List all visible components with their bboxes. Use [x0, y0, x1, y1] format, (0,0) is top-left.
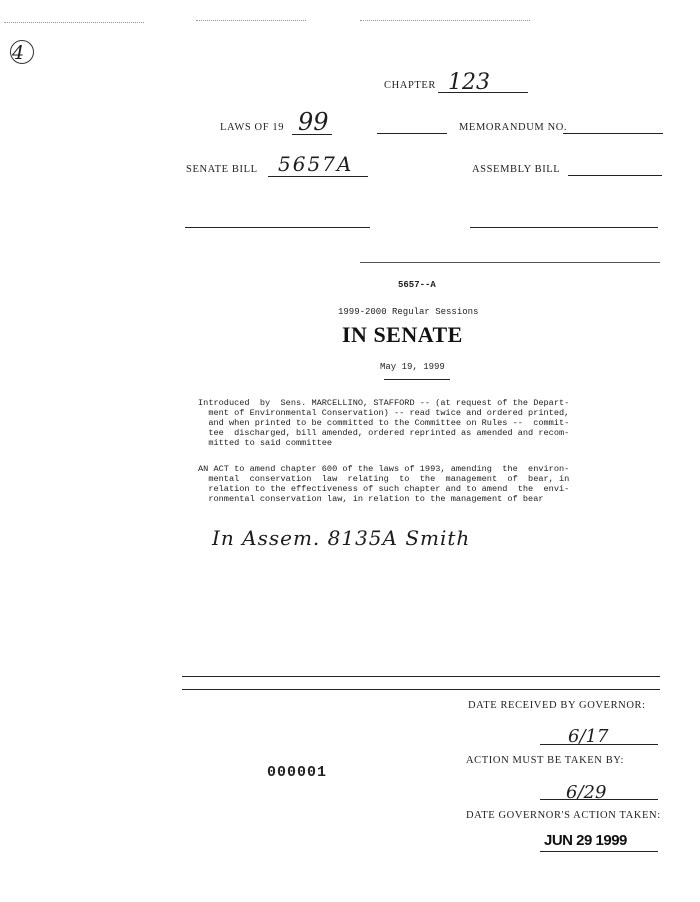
laws-label: LAWS OF 19: [220, 122, 285, 133]
scan-artifact: [360, 20, 530, 21]
scan-artifact: [196, 20, 306, 21]
taken-label: DATE GOVERNOR'S ACTION TAKEN:: [466, 810, 661, 821]
assembly-note: In Assem. 8135A Smith: [212, 526, 471, 550]
senate-bill-value: 5657A: [278, 152, 354, 176]
introduced-line: Introduced by Sens. MARCELLINO, STAFFORD -- (at request of the Depart-: [198, 398, 570, 408]
action-label: ACTION MUST BE TAKEN BY:: [466, 755, 625, 766]
senate-bill-label: SENATE BILL: [186, 164, 258, 175]
memorandum-pre-line: [377, 133, 447, 134]
introduced-line: mitted to said committee: [198, 438, 333, 448]
introduced-line: tee discharged, bill amended, ordered reprinted as amended and recom-: [198, 428, 570, 438]
chapter-value: 123: [448, 70, 490, 95]
blank-line-left: [185, 227, 370, 228]
memorandum-line: [563, 133, 663, 134]
introduced-paragraph: [198, 398, 569, 448]
received-label: DATE RECEIVED BY GOVERNOR:: [468, 700, 646, 711]
introduced-line: and when printed to be committed to the Committee on Rules -- commit-: [198, 418, 570, 428]
blank-line-right: [470, 227, 658, 228]
chapter-underline: [438, 92, 528, 93]
scan-artifact: [4, 22, 144, 23]
laws-value: 99: [298, 108, 329, 136]
laws-underline: [292, 134, 332, 135]
act-line: AN ACT to amend chapter 600 of the laws of 1993, amending the environ-: [198, 464, 570, 474]
bill-top-rule: [360, 262, 660, 263]
bill-date: May 19, 1999: [380, 362, 445, 372]
senate-bill-underline: [268, 176, 368, 177]
taken-stamp: JUN 29 1999: [544, 832, 627, 849]
bill-session: 1999-2000 Regular Sessions: [338, 307, 479, 317]
bill-date-rule: [384, 379, 450, 380]
assembly-bill-line: [568, 175, 662, 176]
received-line: [540, 744, 658, 745]
action-line: [540, 799, 658, 800]
corner-circle-icon: [10, 40, 34, 64]
bill-number: 5657--A: [398, 280, 436, 290]
assembly-bill-label: ASSEMBLY BILL: [472, 164, 561, 175]
act-line: mental conservation law relating to the management of bear, in: [198, 474, 570, 484]
taken-line: [540, 851, 658, 852]
chapter-label: CHAPTER: [384, 80, 437, 91]
introduced-line: ment of Environmental Conservation) -- read twice and ordered printed,: [198, 408, 570, 418]
bottom-rule-1: [182, 676, 660, 677]
corner-mark: 4: [12, 42, 25, 64]
page-number: 000001: [267, 764, 328, 781]
bill-house: IN SENATE: [342, 322, 463, 347]
act-line: relation to the effectiveness of such chapter and to amend the envi-: [198, 484, 570, 494]
act-line: ronmental conservation law, in relation to the management of bear: [198, 494, 544, 504]
memorandum-label: MEMORANDUM NO.: [459, 122, 568, 133]
bottom-rule-2: [182, 689, 660, 690]
act-paragraph: [198, 464, 569, 504]
action-value: 6/29: [566, 782, 607, 803]
received-value: 6/17: [568, 726, 609, 747]
